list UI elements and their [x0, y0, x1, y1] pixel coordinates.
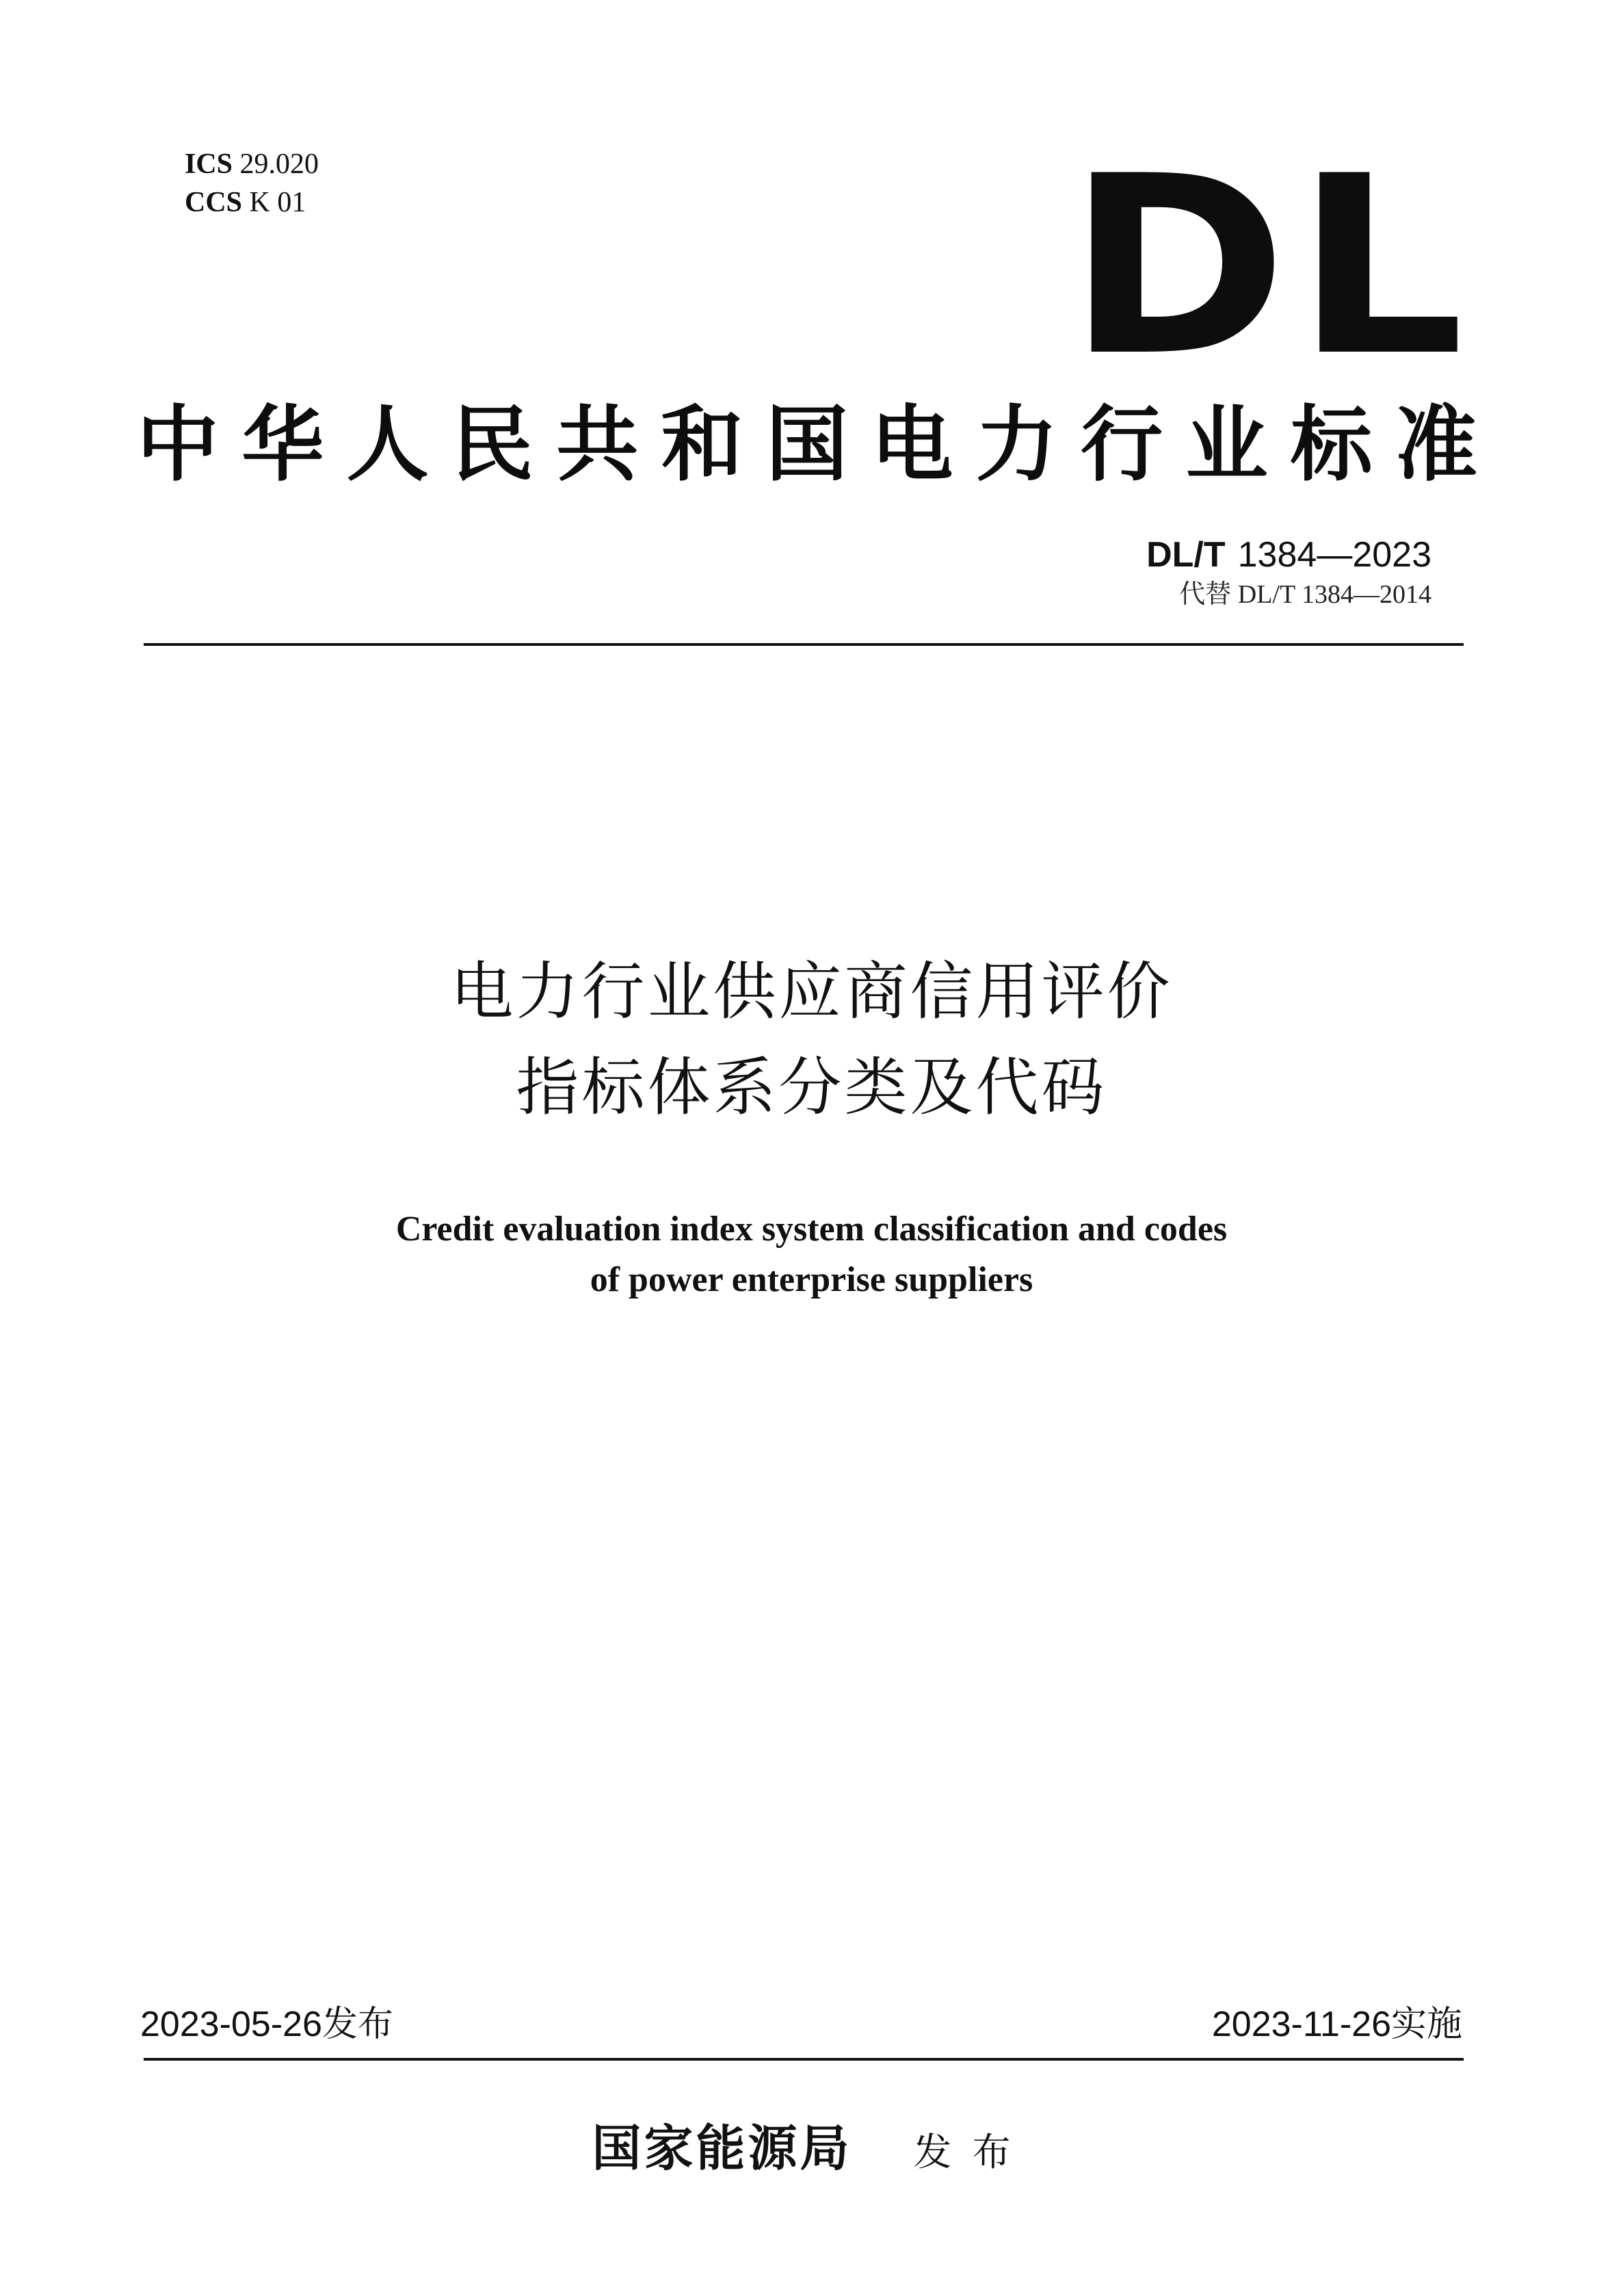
ccs-code: [185, 183, 319, 222]
footer-divider: [144, 2058, 1464, 2061]
english-title-line-1: Credit evaluation index system classification and codes: [395, 1210, 1228, 1249]
ccs-label: CCS: [185, 187, 243, 218]
header-divider: [144, 643, 1464, 646]
issuing-authority: [0, 2114, 1623, 2187]
chinese-title-line-2: 指标体系分类及代码: [516, 1051, 1107, 1124]
standard-number-prefix: DL/T: [1146, 535, 1226, 575]
issue-date: 2023-05-26发布: [140, 2005, 393, 2044]
dl-logo: DL: [1067, 123, 1473, 410]
issuer-action: 发布: [913, 2130, 1031, 2175]
english-title: [0, 1204, 1623, 1305]
english-title-line-2: of power enterprise suppliers: [590, 1260, 1033, 1299]
classification-codes: [185, 145, 319, 222]
ccs-value: K 01: [249, 187, 306, 218]
standard-number: [1146, 534, 1431, 576]
standard-number-block: [1146, 534, 1431, 613]
ics-value: 29.020: [239, 148, 319, 180]
ics-code: [185, 145, 319, 183]
replaces-standard: 代替 DL/T 1384—2014: [1179, 580, 1431, 609]
ics-label: ICS: [185, 148, 233, 180]
chinese-title-line-1: 电力行业供应商信用评价: [450, 955, 1173, 1028]
implementation-date: 2023-11-26实施: [1211, 2005, 1462, 2044]
chinese-title: [0, 944, 1623, 1136]
issuer-organization: 国家能源局: [592, 2119, 852, 2177]
standard-type-heading: 中华人民共和国电力行业标准: [137, 396, 1477, 493]
standard-number-code: 1384—2023: [1237, 535, 1431, 575]
